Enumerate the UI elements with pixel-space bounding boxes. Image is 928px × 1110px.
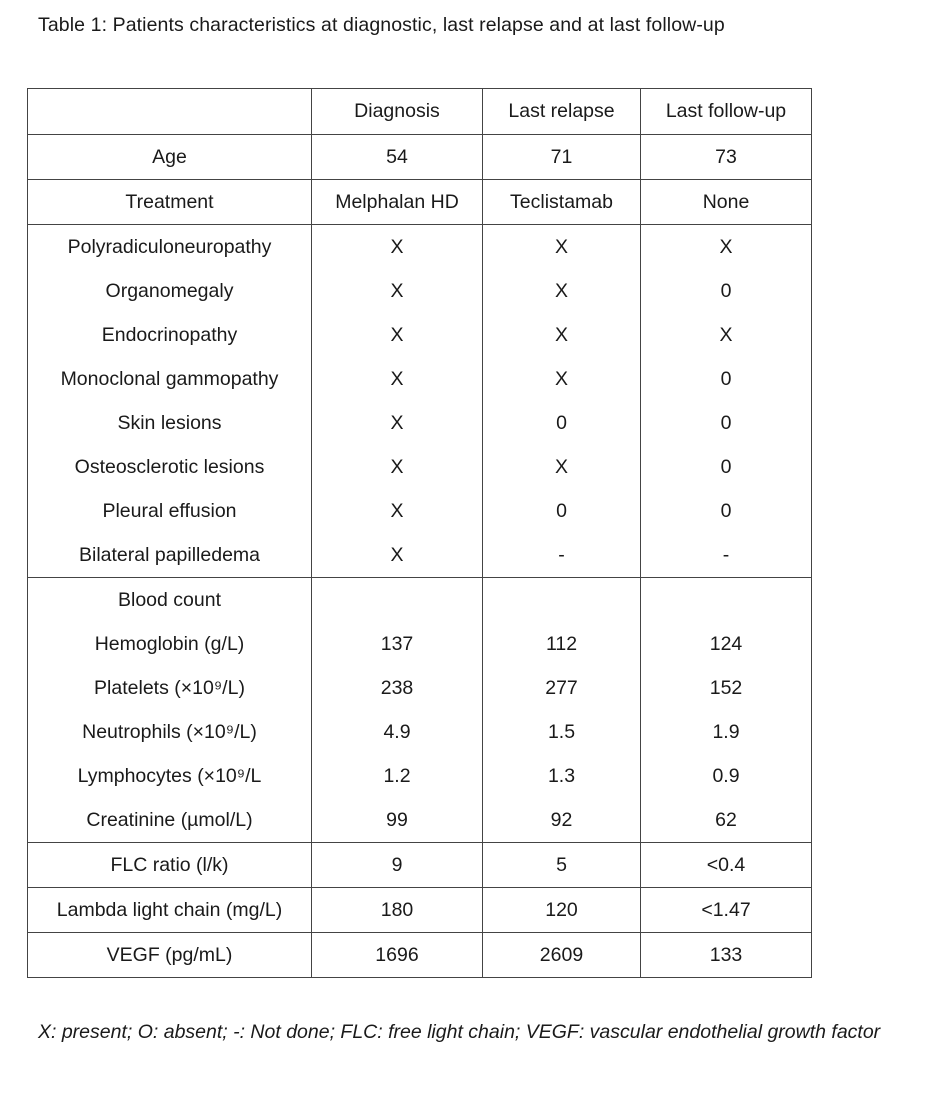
table-row [28, 888, 812, 933]
row-label: Blood count [28, 578, 312, 623]
cell-last-follow-up: <1.47 [641, 888, 812, 933]
cell-diagnosis: X [312, 225, 483, 270]
row-label: Pleural effusion [28, 489, 312, 533]
cell-last-relapse: 0 [483, 401, 641, 445]
cell-last-relapse: 112 [483, 622, 641, 666]
cell-last-relapse: 71 [483, 135, 641, 180]
cell-last-relapse: - [483, 533, 641, 578]
table-row [28, 798, 812, 843]
table-row [28, 269, 812, 313]
row-label: Skin lesions [28, 401, 312, 445]
header-cell-last-follow-up: Last follow-up [641, 89, 812, 135]
cell-last-relapse: 1.5 [483, 710, 641, 754]
cell-last-follow-up: 0 [641, 269, 812, 313]
table-row [28, 533, 812, 578]
cell-diagnosis: 180 [312, 888, 483, 933]
cell-last-follow-up: 124 [641, 622, 812, 666]
row-label: Platelets (×10⁹/L) [28, 666, 312, 710]
table-row [28, 754, 812, 798]
table-footnote: X: present; O: absent; -: Not done; FLC: free light chain; VEGF: vascular endothelial growth factor [38, 1021, 881, 1043]
row-label: Age [28, 135, 312, 180]
table-row [28, 180, 812, 225]
row-label: Polyradiculoneuropathy [28, 225, 312, 270]
cell-last-follow-up: 0 [641, 445, 812, 489]
row-label: Bilateral papilledema [28, 533, 312, 578]
row-label: Hemoglobin (g/L) [28, 622, 312, 666]
table-header-row [28, 89, 812, 135]
row-label: Monoclonal gammopathy [28, 357, 312, 401]
table-row [28, 401, 812, 445]
cell-diagnosis: X [312, 269, 483, 313]
cell-last-follow-up: 152 [641, 666, 812, 710]
cell-diagnosis: X [312, 533, 483, 578]
cell-diagnosis: 99 [312, 798, 483, 843]
cell-last-relapse: X [483, 445, 641, 489]
cell-diagnosis: Melphalan HD [312, 180, 483, 225]
row-label: Creatinine (µmol/L) [28, 798, 312, 843]
cell-diagnosis: 1696 [312, 933, 483, 978]
cell-last-follow-up: 0 [641, 489, 812, 533]
cell-last-follow-up: - [641, 533, 812, 578]
table-row [28, 622, 812, 666]
cell-last-follow-up: 133 [641, 933, 812, 978]
cell-last-follow-up: X [641, 313, 812, 357]
cell-last-relapse: 0 [483, 489, 641, 533]
header-cell-blank [28, 89, 312, 135]
cell-last-relapse [483, 578, 641, 623]
cell-diagnosis: 238 [312, 666, 483, 710]
cell-last-follow-up: 1.9 [641, 710, 812, 754]
cell-diagnosis: X [312, 401, 483, 445]
cell-last-relapse: 120 [483, 888, 641, 933]
row-label: Neutrophils (×10⁹/L) [28, 710, 312, 754]
cell-diagnosis: 9 [312, 843, 483, 888]
row-label: Organomegaly [28, 269, 312, 313]
cell-last-follow-up: 0 [641, 357, 812, 401]
cell-last-follow-up: None [641, 180, 812, 225]
table-row [28, 135, 812, 180]
cell-diagnosis: 137 [312, 622, 483, 666]
cell-last-follow-up: <0.4 [641, 843, 812, 888]
table-row [28, 445, 812, 489]
cell-last-follow-up: 0 [641, 401, 812, 445]
cell-last-relapse: X [483, 269, 641, 313]
cell-last-relapse: 5 [483, 843, 641, 888]
cell-last-relapse: 2609 [483, 933, 641, 978]
table-row [28, 666, 812, 710]
cell-diagnosis [312, 578, 483, 623]
table-row [28, 578, 812, 623]
cell-last-follow-up [641, 578, 812, 623]
cell-last-relapse: 277 [483, 666, 641, 710]
cell-last-follow-up: 73 [641, 135, 812, 180]
row-label: VEGF (pg/mL) [28, 933, 312, 978]
cell-last-follow-up: 0.9 [641, 754, 812, 798]
cell-diagnosis: 1.2 [312, 754, 483, 798]
table-caption: Table 1: Patients characteristics at diagnostic, last relapse and at last follow-up [38, 14, 725, 36]
cell-last-relapse: Teclistamab [483, 180, 641, 225]
table-row [28, 710, 812, 754]
table-row [28, 933, 812, 978]
cell-last-relapse: X [483, 313, 641, 357]
cell-last-follow-up: X [641, 225, 812, 270]
patient-characteristics-table [27, 88, 812, 978]
row-label: Lymphocytes (×10⁹/L [28, 754, 312, 798]
cell-last-follow-up: 62 [641, 798, 812, 843]
row-label: FLC ratio (l/k) [28, 843, 312, 888]
table-row [28, 843, 812, 888]
table-row [28, 313, 812, 357]
cell-last-relapse: X [483, 357, 641, 401]
table-row [28, 225, 812, 270]
row-label: Treatment [28, 180, 312, 225]
table-row [28, 489, 812, 533]
cell-diagnosis: 54 [312, 135, 483, 180]
cell-diagnosis: X [312, 357, 483, 401]
cell-diagnosis: X [312, 445, 483, 489]
cell-diagnosis: X [312, 489, 483, 533]
table-row [28, 357, 812, 401]
header-cell-diagnosis: Diagnosis [312, 89, 483, 135]
cell-diagnosis: 4.9 [312, 710, 483, 754]
header-cell-last-relapse: Last relapse [483, 89, 641, 135]
row-label: Osteosclerotic lesions [28, 445, 312, 489]
row-label: Endocrinopathy [28, 313, 312, 357]
cell-last-relapse: X [483, 225, 641, 270]
cell-diagnosis: X [312, 313, 483, 357]
row-label: Lambda light chain (mg/L) [28, 888, 312, 933]
cell-last-relapse: 1.3 [483, 754, 641, 798]
cell-last-relapse: 92 [483, 798, 641, 843]
